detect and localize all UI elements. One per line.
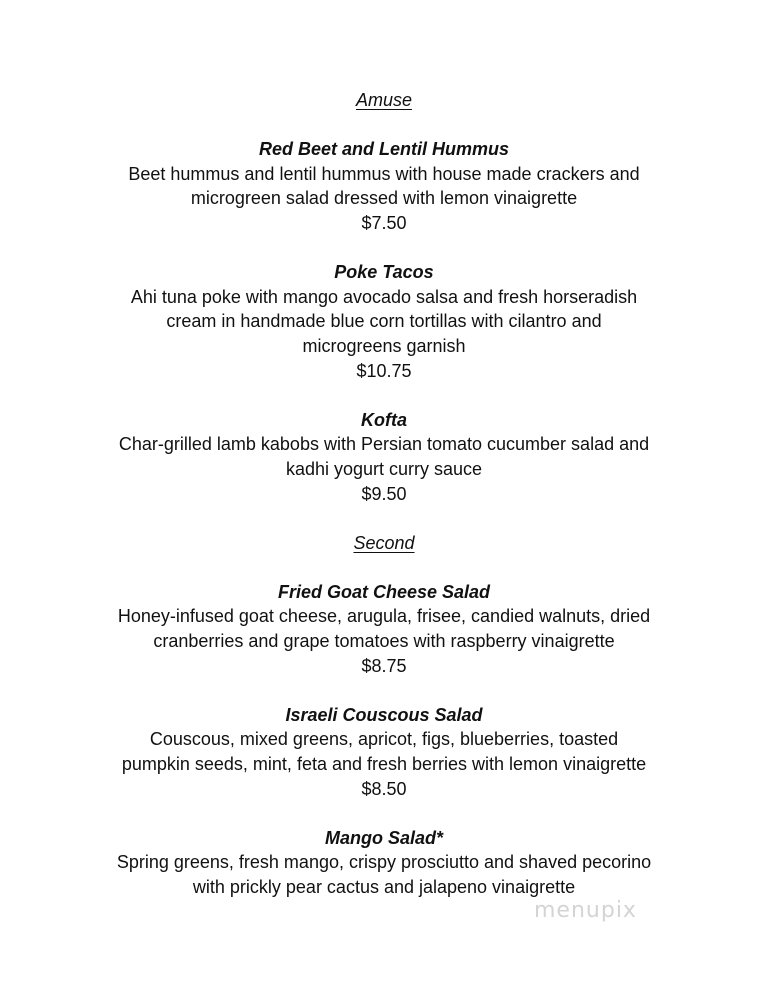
item-price: $8.50 — [361, 778, 407, 799]
item-description-line: microgreen salad dressed with lemon vinaigrette — [190, 188, 578, 209]
item-description-line: Ahi tuna poke with mango avocado salsa and fresh horseradish — [130, 286, 638, 307]
item-name: Fried Goat Cheese Salad — [277, 581, 491, 602]
item-description-line: Spring greens, fresh mango, crispy prosciutto and shaved pecorino — [116, 852, 652, 873]
menu-page — [0, 88, 768, 900]
menu-item — [0, 703, 768, 801]
item-price: $8.75 — [361, 655, 407, 676]
menu-item — [0, 826, 768, 900]
item-price: $7.50 — [361, 212, 407, 233]
item-description-line: Char-grilled lamb kabobs with Persian tomato cucumber salad and — [118, 434, 650, 455]
menu-item — [0, 408, 768, 506]
item-description-line: Beet hummus and lentil hummus with house made crackers and — [128, 163, 640, 184]
watermark: menupix — [534, 898, 637, 923]
item-description-line: cream in handmade blue corn tortillas with cilantro and — [166, 311, 602, 332]
item-name: Kofta — [361, 409, 407, 430]
item-description-line: cranberries and grape tomatoes with raspberry vinaigrette — [153, 631, 615, 652]
menu-section-amuse — [0, 88, 768, 531]
item-description-line: microgreens garnish — [302, 335, 466, 356]
item-price: $10.75 — [356, 360, 412, 381]
menu-section-second — [0, 531, 768, 900]
item-price: $9.50 — [361, 483, 407, 504]
item-description-line: kadhi yogurt curry sauce — [285, 458, 483, 479]
item-description-line: Couscous, mixed greens, apricot, figs, blueberries, toasted — [149, 729, 619, 750]
item-name: Israeli Couscous Salad — [285, 704, 483, 725]
item-name: Poke Tacos — [334, 262, 434, 283]
section-title: Amuse — [355, 90, 413, 110]
item-description-line: Honey-infused goat cheese, arugula, frisee, candied walnuts, dried — [117, 606, 651, 627]
item-name: Mango Salad* — [324, 827, 444, 848]
item-name: Red Beet and Lentil Hummus — [258, 139, 510, 160]
item-description-line: pumpkin seeds, mint, feta and fresh berries with lemon vinaigrette — [121, 754, 647, 775]
menu-item — [0, 580, 768, 678]
menu-item — [0, 260, 768, 383]
section-title: Second — [353, 532, 415, 553]
item-description-line: with prickly pear cactus and jalapeno vinaigrette — [192, 877, 576, 897]
menu-item — [0, 137, 768, 235]
